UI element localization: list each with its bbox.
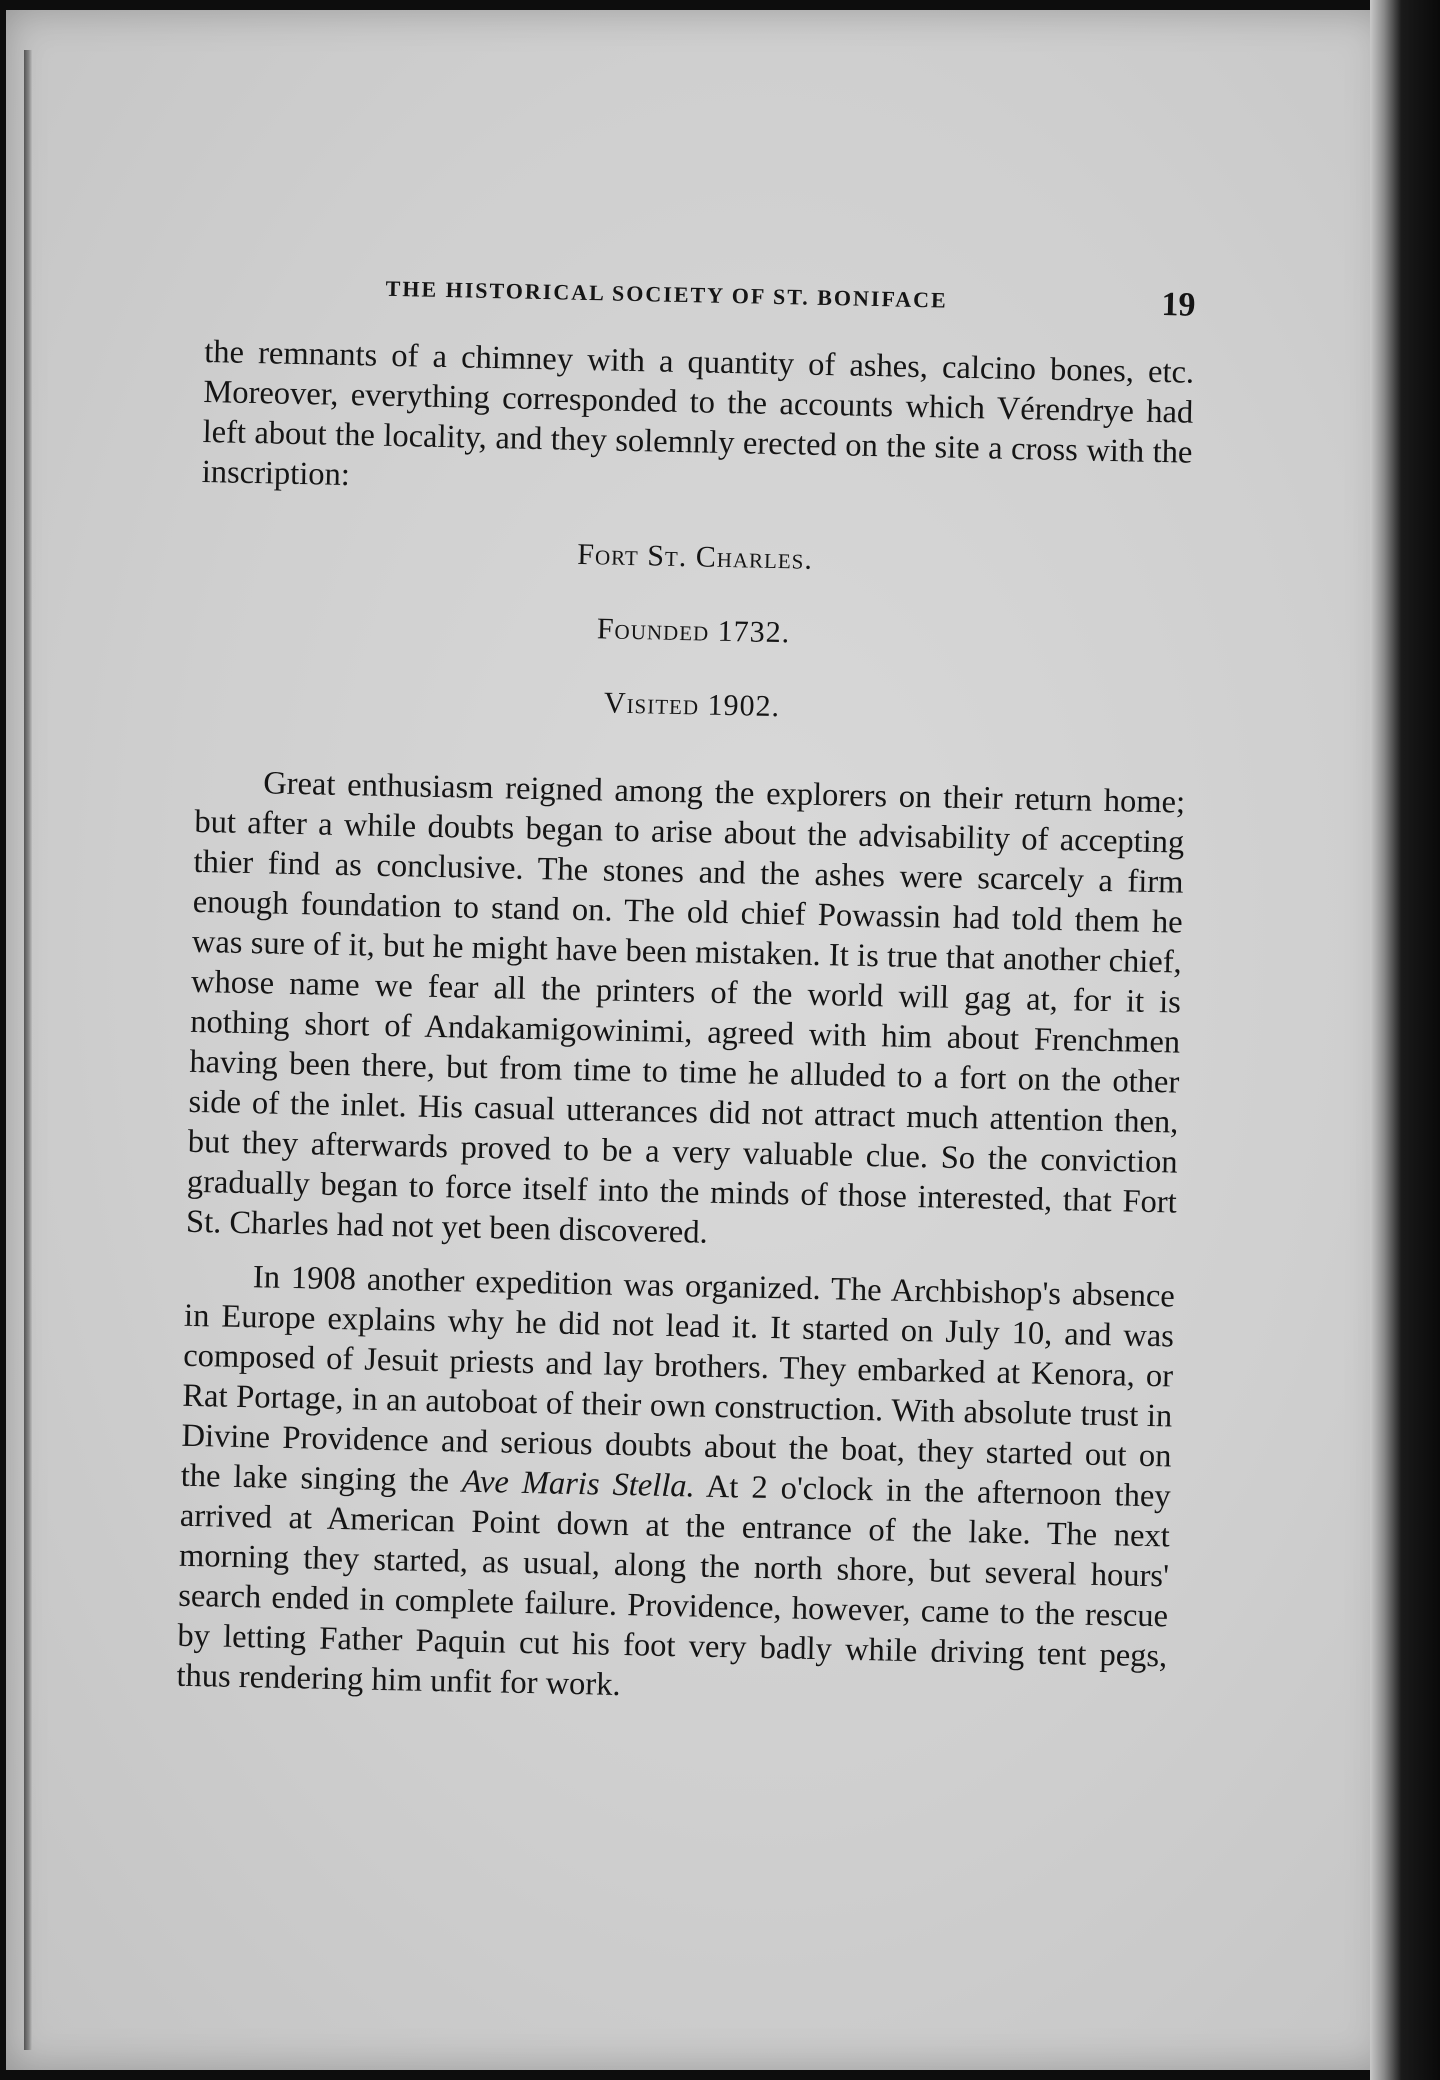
inscription-line-2: Founded 1732. (596, 612, 791, 650)
book-page (6, 10, 1386, 2070)
paragraph-2: Great enthusiasm reigned among the explorers on their return home; but after a while doubts began to arise about the advisability of accepting thier find as conclusive. The stones and the ashes were scarcely a firm enough foundation to stand on. The old chief Powassin had told them he was sure of it, but he might have been mistaken. It is true that another chief, whose name we fear all the printers of the world will gag at, for it is nothing short of Andakamigowinimi, agreed with him about Frenchmen having been there, but from time to time he alluded to a fort on the other side of the inlet. His casual utterances did not attract much attention then, but they afterwards proved to be a very valuable clue. So the conviction gradually began to force itself into the minds of those interested, that Fort St. Charles had not yet been discovered. (185, 765, 1186, 1251)
hymn-title: Ave Maris Stella. (461, 1463, 696, 1505)
page-number: 19 (1161, 286, 1196, 324)
inscription-line-3: Visited 1902. (603, 686, 781, 724)
inscription-line-1: Fort St. Charles. (577, 537, 814, 576)
running-title: THE HISTORICAL SOCIETY OF ST. BONIFACE (385, 275, 949, 313)
binding-edge (24, 50, 32, 2050)
paragraph-3-text-b: At 2 o'clock in the afternoon they arrived at American Point down at the entrance of the lake. The next morning they started, as usual, along the north shore, but several hours' search ended in complete failure. Providence, however, came to the rescue by letting Father Paquin cut his foot very badly while driving tent pegs, thus rendering him unfit for work. (176, 1468, 1171, 1703)
paragraph-3-text-a: In 1908 another expedition was organized. The Archbishop's absence in Europe explains why he did not lead it. It started on July 10, and was composed of Jesuit priests and lay brothers. They embarked at Kenora, or Rat Portage, in an autoboat of their own construction. With absolute trust in Divine Providence and serious doubts about the boat, they started out on the lake singing the (180, 1259, 1176, 1500)
scan-dark-edge (1370, 0, 1440, 2080)
paragraph-1: the remnants of a chimney with a quantity of ashes, calcino bones, etc. Moreover, everything corresponded to the accounts which Vérendrye had left about the locality, and they solemnly erected on the site a cross with the inscription: (201, 333, 1195, 494)
paragraph-3 (176, 1256, 1175, 1717)
page-content (176, 272, 1196, 1716)
